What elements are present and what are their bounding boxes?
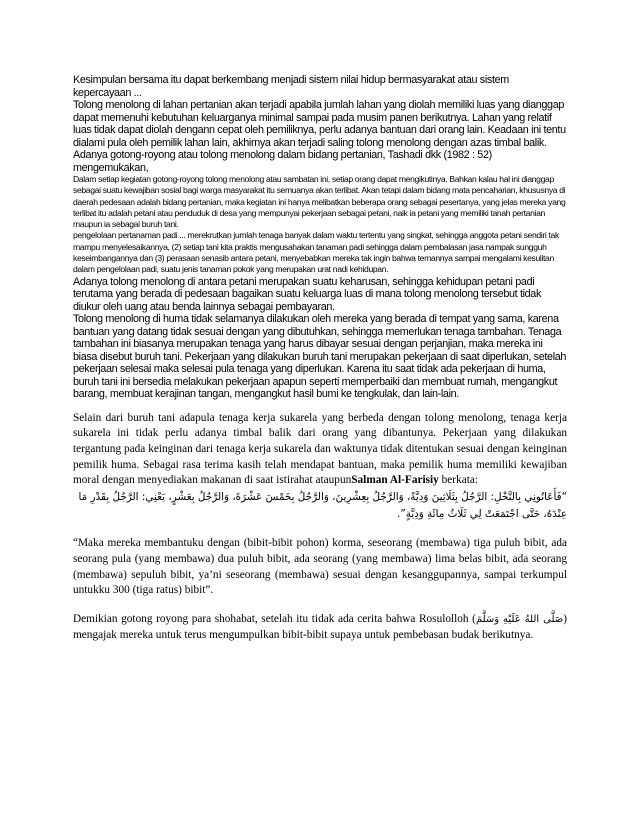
paragraph-closing	[73, 612, 567, 643]
spacer	[73, 401, 567, 411]
spacer	[73, 523, 567, 536]
paragraph-farm-help: Tolong menolong di lahan pertanian akan terjadi apabila jumlah lahan yang diolah memiliki luas yang dianggap dapat memenuhi kebutuhan keluarganya minimal sampai pada musim panen berikutnya. Lahan yang relatif luas tidak dapat diolah dengann cepat oleh pemiliknya, perlu adanya bantuan dari orang lain. Keadaan ini tentu dialami pula oleh pemilik lahan lain, akhirnya akan terjadi saling tolong menolong dengan azas timbal balik.	[73, 99, 566, 149]
salawat-arabic: صَلَّى اللهُ عَلَيْهِ وَسَلَّمَ	[475, 614, 564, 625]
paragraph-tashadi-intro: Adanya gotong-royong atau tolong menolong dalam bidang pertanian, Tashadi dkk (1982 : 52) mengemukakan,	[73, 149, 492, 174]
document-page	[73, 74, 567, 643]
closing-text: Demikian gotong royong para shohabat, setelah itu tidak ada cerita bahwa Rosulolloh (	[73, 613, 476, 625]
closing-text-end: ) mengajak mereka untuk terus mengumpulkan bibit-bibit supaya untuk pembebasan budak berikutnya.	[73, 613, 568, 641]
quote-block-pengelolaan: pengelolaan pertanaman padi ... merekrutkan jumlah tenaga banyak dalam waktu tertentu yang singkat, sehingga anggota petani sendiri tak mampu menyelesaikannya, (2) setiap tani kita praktis mengusahakan tanaman padi sehingga dalam pembalasan jasa nampak sungguh keseimbangannya dan (3) perasaan senasib antara petani, menyebabkan mereka tak ingin bahwa temannya sampai mengalami kesulitan dalam pengelolaan padi, suatu jenis tanaman pokok yang merupakan urat nadi kehidupan.	[73, 230, 559, 275]
hadith-translation: “Maka mereka membantuku dengan (bibit-bibit pohon) korma, seseorang (membawa) tiga puluh bibit, ada seorang pula (yang membawa) dua puluh bibit, ada seorang (yang membawa) lima belas bibit, ada seorang (membawa) sepuluh bibit, ya’ni seseorang (membawa) sesuai dengan kesanggupannya, sampai terkumpul untukku 300 (tiga ratus) bibit”.	[73, 537, 567, 597]
paragraph-necessity: Adanya tolong menolong di antara petani merupakan suatu keharusan, sehingga kehidupan petani padi terutama yang berada di pedesaan bagaikan suatu keluarga luas di mana tolong menolong tersebut tidak diukur oleh uang atau benda lainnya sebagai pembayaran.	[73, 275, 541, 313]
volunteer-text: Selain dari buruh tani adapula tenaga kerja sukarela yang berbeda dengan tolong menolong, tenaga kerja sukarela ini tidak perlu adanya timbal balik dari orang yang dibantunya. Pekerjaan yang dilakukan tergantung pada keinginan dari tenaga kerja sukarela dan waktunya tidak ditentukan sesuai dengan keinginan pemilik huma. Sebagai rasa terima kasih telah mendapat bantuan, maka pemilik huma memiliki kewajiban moral dengan menyediakan makanan di saat istirahat ataupun	[73, 411, 567, 487]
spacer	[73, 599, 567, 612]
paragraph-volunteer	[73, 411, 567, 490]
person-name: Salman Al-Farisiy	[351, 474, 439, 487]
arabic-hadith-quote: “فَأَعَانُونِي بِالنَّخْلِ: الرَّجُلُ بِثَلَاثِينَ وَدِيَّةً، وَالرَّجُلُ بِعِشْرِينَ، وَالرَّجُلُ بِخَمْسَ عَشْرَةَ، وَالرَّجُلُ بِعَشْرٍ، يَعْنِي: الرَّجُلُ بِقَدْرِ مَا عِنْدَهُ، حَتَّى اجْتَمَعَتْ لِي ثَلَاثُ مِائَةِ وَدِيَّةٍ”.	[78, 491, 567, 521]
volunteer-text-end: berkata:	[438, 474, 479, 487]
quote-block-gotong-royong: Dalam setiap kegiatan gotong-royong tolong menolong atau sambatan ini, setiap orang dapat mengikutinya. Bahkan kalau hal ini dianggap sebagai suatu kewajiban sosial bagi warga masyarakat itu semuanya akan terlibat. Akan tetapi dalam bidang mata pencaharian, khususnya di daerah pedesaan adalah bidang pertanian, maka kegiatan ini hanya melibatkan beberapa orang sebagai pesertanya, yang jelas mereka yang terlibat itu adalah petani atau penduduk di desa yang mempunyai pekerjaan sebagai petani, naik ia petani yang memiliki tanah pertanian maupun ia sebagai buruh tani.	[73, 174, 566, 230]
paragraph-huma-labor: Tolong menolong di huma tidak selamanya dilakukan oleh mereka yang berada di tempat yang sama, karena bantuan yang datang tidak sesuai dengan yang dibutuhkan, sehingga memerlukan tenaga tambahan. Tenaga tambahan ini biasanya merupakan tenaga yang harus dibayar sesuai dengan perjanjian, maka mereka ini biasa disebut buruh tani. Pekerjaan yang dilakukan buruh tani merupakan pekerjaan di saat diperlukan, setelah pekerjaan selesai maka selesai pula tenaga yang diperlukan. Karena itu saat tidak ada pekerjaan di huma, buruh tani ini bersedia melakukan pekerjaan apapun seperti memperbaiki dan membuat rumah, mengangkut barang, membuat kerajinan tangan, mengangkut hasil bumi ke tengkulak, dan lain-lain.	[73, 313, 567, 401]
paragraph-conclusion: Kesimpulan bersama itu dapat berkembang menjadi sistem nilai hidup bermasyarakat atau sistem kepercayaan ...	[73, 74, 509, 99]
